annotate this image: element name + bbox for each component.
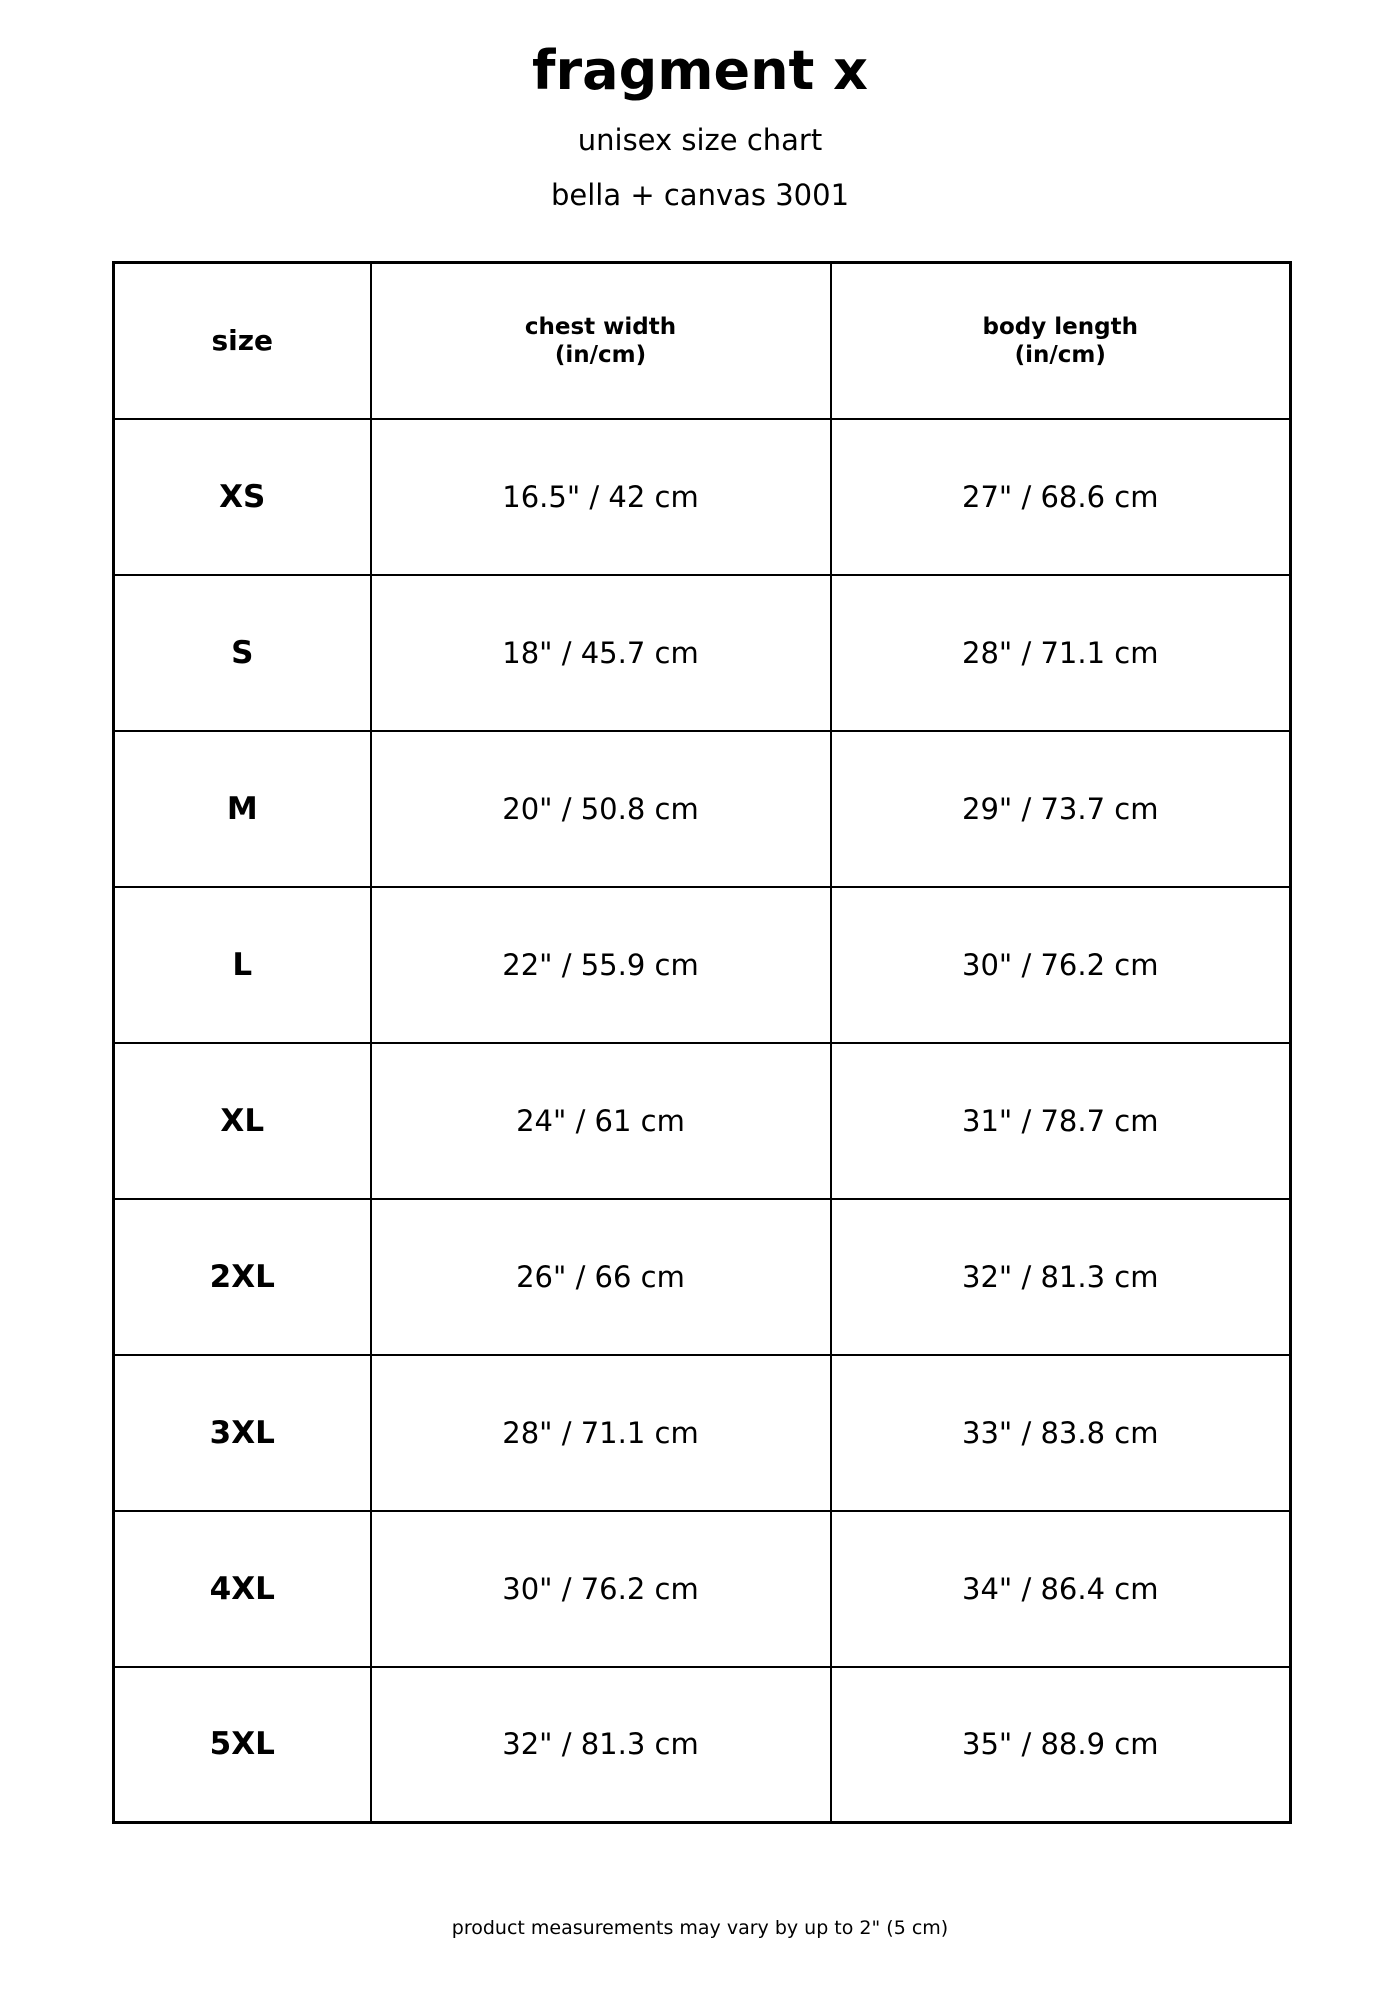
chest-width-cell: 18" / 45.7 cm: [371, 575, 831, 731]
header-chest-width-unit: (in/cm): [554, 341, 647, 368]
page-title: fragment x: [532, 39, 868, 102]
body-length-cell: 29" / 73.7 cm: [831, 731, 1291, 887]
table-row: [114, 731, 1291, 887]
table-body: [114, 419, 1291, 1823]
size-cell: XL: [114, 1043, 371, 1199]
size-cell: 3XL: [114, 1355, 371, 1511]
chest-width-cell: 20" / 50.8 cm: [371, 731, 831, 887]
chest-width-cell: 28" / 71.1 cm: [371, 1355, 831, 1511]
body-length-cell: 27" / 68.6 cm: [831, 419, 1291, 575]
size-cell: 5XL: [114, 1667, 371, 1823]
size-cell: 2XL: [114, 1199, 371, 1355]
chest-width-cell: 16.5" / 42 cm: [371, 419, 831, 575]
chart-subtitle: unisex size chart: [577, 123, 823, 157]
header-body-length-label: body length: [982, 313, 1138, 340]
size-cell: L: [114, 887, 371, 1043]
chest-width-cell: 32" / 81.3 cm: [371, 1667, 831, 1823]
size-cell: M: [114, 731, 371, 887]
size-cell: 4XL: [114, 1511, 371, 1667]
chest-width-cell: 22" / 55.9 cm: [371, 887, 831, 1043]
body-length-cell: 34" / 86.4 cm: [831, 1511, 1291, 1667]
product-model: bella + canvas 3001: [550, 178, 850, 212]
header-body-length: [831, 263, 1291, 419]
body-length-cell: 33" / 83.8 cm: [831, 1355, 1291, 1511]
body-length-cell: 35" / 88.9 cm: [831, 1667, 1291, 1823]
header-size-label: size: [211, 324, 274, 358]
header-chest-width-label: chest width: [524, 313, 677, 340]
size-cell: S: [114, 575, 371, 731]
header-chest-width: [371, 263, 831, 419]
body-length-cell: 30" / 76.2 cm: [831, 887, 1291, 1043]
table-row: [114, 575, 1291, 731]
chest-width-cell: 24" / 61 cm: [371, 1043, 831, 1199]
table-row: [114, 1667, 1291, 1823]
table-row: [114, 1043, 1291, 1199]
size-chart-table: [112, 261, 1292, 1824]
table-header: [114, 263, 1291, 419]
table-row: [114, 1199, 1291, 1355]
size-cell: XS: [114, 419, 371, 575]
table-row: [114, 1511, 1291, 1667]
header-body-length-unit: (in/cm): [1014, 341, 1106, 368]
table-row: [114, 887, 1291, 1043]
header-row: [114, 263, 1291, 419]
body-length-cell: 32" / 81.3 cm: [831, 1199, 1291, 1355]
measurement-disclaimer: product measurements may vary by up to 2" (5 cm): [451, 1917, 949, 1939]
table-row: [114, 1355, 1291, 1511]
body-length-cell: 28" / 71.1 cm: [831, 575, 1291, 731]
header-size: [114, 263, 371, 419]
body-length-cell: 31" / 78.7 cm: [831, 1043, 1291, 1199]
chest-width-cell: 26" / 66 cm: [371, 1199, 831, 1355]
chest-width-cell: 30" / 76.2 cm: [371, 1511, 831, 1667]
table-row: [114, 419, 1291, 575]
